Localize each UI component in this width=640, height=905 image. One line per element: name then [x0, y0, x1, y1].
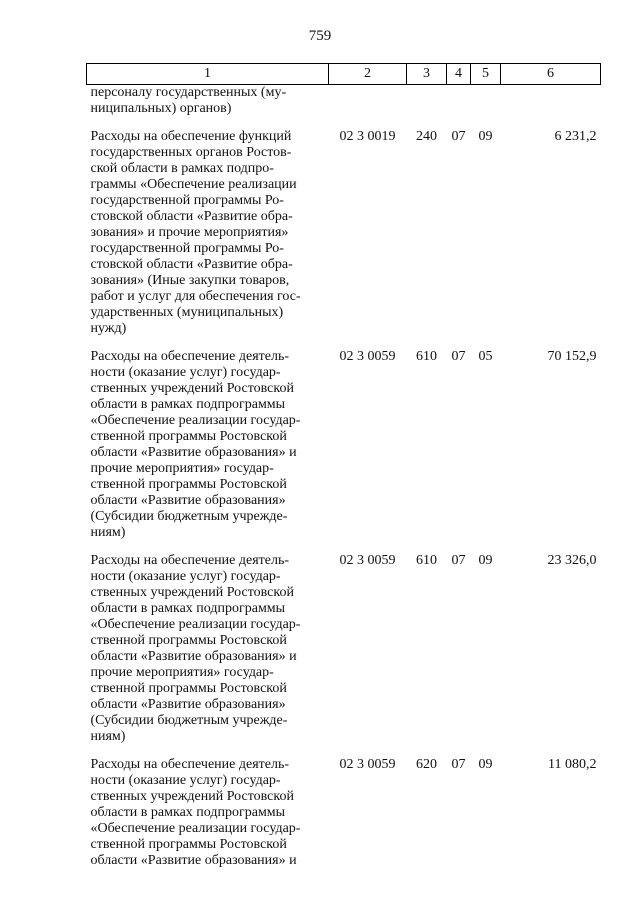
row-target-code: 02 3 0059 — [339, 349, 396, 364]
table-row — [87, 541, 601, 745]
row-description: Расходы на обеспечение деятель- ности (оказание услуг) государ- ственных учреждений Ростовской области в рамках подпрограммы «Обеспечение реализации государ- ственной программы Ростовской области «Развитие образования» и прочие мероприятия» государ- ственной программы Ростовской области «Развитие образования» (Субсидии бюджетным учрежде- ниям) — [90, 349, 301, 540]
header-col-3: 3 — [407, 64, 447, 85]
header-col-4: 4 — [447, 64, 471, 85]
row-subsection: 09 — [478, 757, 493, 772]
row-subsection: 05 — [478, 349, 493, 364]
row-target-code: 02 3 0019 — [339, 129, 396, 144]
row-amount: 70 152,9 — [547, 349, 597, 364]
row-expense-type: 240 — [416, 129, 437, 144]
row-target-code: 02 3 0059 — [339, 553, 396, 568]
row-description: персоналу государственных (му- ниципальных) органов) — [90, 85, 287, 116]
row-section — [447, 85, 471, 118]
row-subsection: 09 — [478, 553, 493, 568]
row-section: 07 — [451, 553, 466, 568]
row-description: Расходы на обеспечение деятель- ности (оказание услуг) государ- ственных учреждений Ростовской области в рамках подпрограммы «Обеспечение реализации государ- ственной программы Ростовской области «Развитие образования» и — [90, 757, 301, 868]
row-amount: 6 231,2 — [554, 129, 597, 144]
page-number: 759 — [308, 28, 332, 44]
row-subsection — [471, 85, 501, 118]
budget-table — [86, 63, 601, 869]
table-row — [87, 85, 601, 118]
row-description: Расходы на обеспечение функций государственных органов Ростов- ской области в рамках подпро- граммы «Обеспечение реализации государственной программы Ро- стовской области «Развитие обра- зования» и прочие мероприятия» государственной программы Ро- стовской области «Развитие обра- зования» (Иные закупки товаров, работ и услуг для обеспечения гос- ударственных (муниципальных) нужд) — [90, 129, 301, 336]
row-section: 07 — [451, 129, 466, 144]
row-subsection: 09 — [478, 129, 493, 144]
header-row — [87, 64, 601, 85]
row-section: 07 — [451, 349, 466, 364]
header-col-6: 6 — [501, 64, 601, 85]
row-expense-type: 620 — [416, 757, 437, 772]
row-description: Расходы на обеспечение деятель- ности (оказание услуг) государ- ственных учреждений Ростовской области в рамках подпрограммы «Обеспечение реализации государ- ственной программы Ростовской области «Развитие образования» и прочие мероприятия» государ- ственной программы Ростовской области «Развитие образования» (Субсидии бюджетным учрежде- ниям) — [90, 553, 301, 744]
table-row — [87, 337, 601, 541]
row-section: 07 — [451, 757, 466, 772]
table-row — [87, 745, 601, 869]
row-expense-type: 610 — [416, 349, 437, 364]
header-col-2: 2 — [329, 64, 407, 85]
table-row — [87, 117, 601, 337]
row-amount: 23 326,0 — [547, 553, 597, 568]
row-expense-type: 610 — [416, 553, 437, 568]
row-expense-type — [407, 85, 447, 118]
header-col-5: 5 — [471, 64, 501, 85]
row-amount: 11 080,2 — [548, 757, 597, 772]
row-target-code — [329, 85, 407, 118]
row-amount — [501, 85, 601, 118]
row-target-code: 02 3 0059 — [339, 757, 396, 772]
header-col-1: 1 — [87, 64, 329, 85]
